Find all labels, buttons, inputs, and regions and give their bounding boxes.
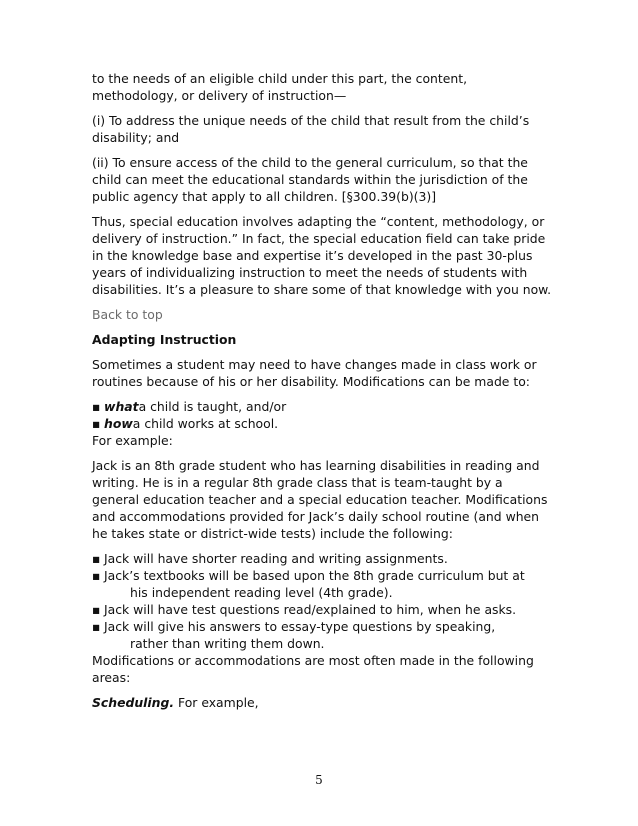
jack-accommodations-list: [92, 550, 552, 652]
page-number: 5: [315, 773, 323, 787]
for-example-text: For example:: [92, 433, 173, 448]
section-paragraph-1: Sometimes a student may need to have changes made in class work or routines because of his or her disability. Modifications can be made to:: [92, 357, 537, 389]
list-item: [92, 550, 552, 567]
list-item-text: a child is taught, and/or: [138, 399, 287, 414]
bullet-marker: ▪: [92, 416, 101, 431]
list-item: [92, 567, 552, 584]
back-to-top-link[interactable]: Back to top: [92, 307, 163, 322]
scheduling-label: Scheduling.: [92, 695, 175, 710]
list-item-emphasis: how: [104, 416, 133, 431]
intro-paragraph-3: (ii) To ensure access of the child to the general curriculum, so that the child can meet the educational standards within the jurisdiction of the public agency that apply to all children. [§300.39(b)(3)]: [92, 155, 528, 204]
list-item-continuation: rather than writing them down.: [130, 636, 325, 651]
bullet-marker: ▪: [92, 399, 101, 414]
list-item: [92, 398, 552, 415]
scheduling-paragraph: [92, 694, 552, 711]
list-item-text: Jack will have test questions read/explained to him, when he asks.: [104, 602, 517, 617]
list-item: [92, 415, 552, 432]
section-paragraph-3: Modifications or accommodations are most often made in the following areas:: [92, 653, 534, 685]
bullet-marker: ▪: [92, 619, 101, 634]
list-item-text: Jack will give his answers to essay-type questions by speaking,: [104, 619, 496, 634]
document-page: [92, 70, 552, 711]
list-item-text: Jack’s textbooks will be based upon the 8th grade curriculum but at: [104, 568, 525, 583]
list-item-text: a child works at school.: [132, 416, 279, 431]
intro-paragraph-2: (i) To address the unique needs of the child that result from the child’s disability; and: [92, 113, 530, 145]
section-paragraph-2: Jack is an 8th grade student who has learning disabilities in reading and writing. He is in a regular 8th grade class that is team-taught by a general education teacher and a special education teacher. Modifications and accommodations provided for Jack’s daily school routine (and when he takes state or district-wide tests) include the following:: [92, 458, 548, 541]
list-item-text: Jack will have shorter reading and writing assignments.: [104, 551, 448, 566]
intro-paragraph-1: to the needs of an eligible child under this part, the content, methodology, or delivery of instruction—: [92, 71, 468, 103]
intro-paragraph-4: Thus, special education involves adapting the “content, methodology, or delivery of instruction.” In fact, the special education field can take pride in the knowledge base and expertise it’s developed in the past 30-plus years of individualizing instruction to meet the needs of students with disabilities. It’s a pleasure to share some of that knowledge with you now.: [92, 214, 552, 297]
list-item-continuation: his independent reading level (4th grade).: [130, 585, 393, 600]
bullet-marker: ▪: [92, 568, 101, 583]
section-heading: Adapting Instruction: [92, 332, 237, 347]
list-item-emphasis: what: [104, 399, 139, 414]
modification-list: [92, 398, 552, 432]
list-item: [92, 601, 552, 618]
scheduling-text: For example,: [174, 695, 259, 710]
list-item: [92, 618, 552, 635]
bullet-marker: ▪: [92, 551, 101, 566]
bullet-marker: ▪: [92, 602, 101, 617]
